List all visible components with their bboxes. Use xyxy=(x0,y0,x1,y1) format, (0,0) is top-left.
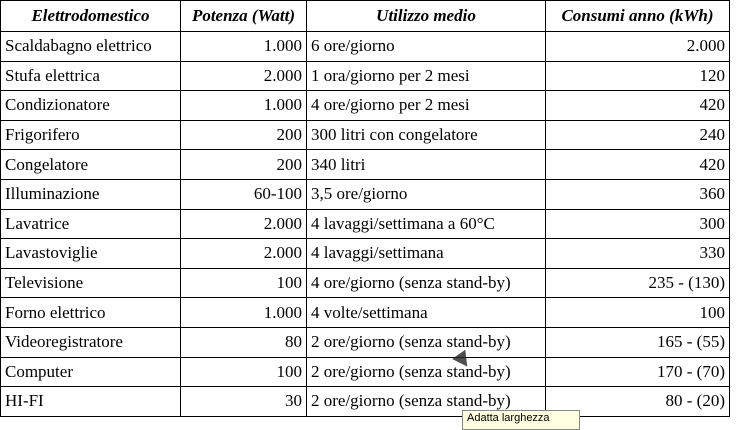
cell-power: 100 xyxy=(181,268,307,298)
header-appliance: Elettrodomestico xyxy=(1,1,181,32)
cell-power: 100 xyxy=(181,357,307,387)
cell-appliance: Forno elettrico xyxy=(1,298,181,328)
cell-usage: 4 volte/settimana xyxy=(307,298,546,328)
cell-appliance: Lavatrice xyxy=(1,209,181,239)
cell-consumption: 360 xyxy=(546,179,730,209)
cell-usage: 340 litri xyxy=(307,150,546,180)
cell-appliance: Frigorifero xyxy=(1,120,181,150)
table-row xyxy=(1,91,730,121)
table-row xyxy=(1,120,730,150)
table-row xyxy=(1,268,730,298)
cell-appliance: Videoregistratore xyxy=(1,327,181,357)
table-row xyxy=(1,239,730,269)
table-row xyxy=(1,327,730,357)
table-row xyxy=(1,298,730,328)
cell-consumption: 165 - (55) xyxy=(546,327,730,357)
cell-power: 200 xyxy=(181,120,307,150)
cell-power: 1.000 xyxy=(181,298,307,328)
cell-appliance: HI-FI xyxy=(1,387,181,417)
cell-appliance: Condizionatore xyxy=(1,91,181,121)
cell-consumption: 100 xyxy=(546,298,730,328)
cell-power: 200 xyxy=(181,150,307,180)
cell-appliance: Stufa elettrica xyxy=(1,61,181,91)
table-row xyxy=(1,32,730,62)
cell-appliance: Computer xyxy=(1,357,181,387)
cell-power: 2.000 xyxy=(181,61,307,91)
cell-usage: 4 ore/giorno per 2 mesi xyxy=(307,91,546,121)
cell-appliance: Scaldabagno elettrico xyxy=(1,32,181,62)
cell-consumption: 420 xyxy=(546,91,730,121)
cell-usage: 4 lavaggi/settimana xyxy=(307,239,546,269)
cell-consumption: 80 - (20) xyxy=(546,387,730,417)
cell-consumption: 2.000 xyxy=(546,32,730,62)
cell-usage: 4 lavaggi/settimana a 60°C xyxy=(307,209,546,239)
cell-consumption: 235 - (130) xyxy=(546,268,730,298)
cell-power: 1.000 xyxy=(181,32,307,62)
cell-power: 2.000 xyxy=(181,209,307,239)
cell-consumption: 420 xyxy=(546,150,730,180)
cell-consumption: 120 xyxy=(546,61,730,91)
cell-appliance: Illuminazione xyxy=(1,179,181,209)
cell-consumption: 240 xyxy=(546,120,730,150)
cell-consumption: 330 xyxy=(546,239,730,269)
header-row xyxy=(1,1,730,32)
cell-appliance: Televisione xyxy=(1,268,181,298)
cell-power: 30 xyxy=(181,387,307,417)
cell-usage: 2 ore/giorno (senza stand-by) xyxy=(307,357,546,387)
cell-usage: 6 ore/giorno xyxy=(307,32,546,62)
cell-usage: 2 ore/giorno (senza stand-by) xyxy=(307,387,546,417)
cell-power: 2.000 xyxy=(181,239,307,269)
cell-usage: 4 ore/giorno (senza stand-by) xyxy=(307,268,546,298)
cell-power: 80 xyxy=(181,327,307,357)
cell-usage: 3,5 ore/giorno xyxy=(307,179,546,209)
cell-usage: 1 ora/giorno per 2 mesi xyxy=(307,61,546,91)
header-power: Potenza (Watt) xyxy=(181,1,307,32)
cell-power: 1.000 xyxy=(181,91,307,121)
header-usage: Utilizzo medio xyxy=(307,1,546,32)
table-row xyxy=(1,357,730,387)
cell-usage: 2 ore/giorno (senza stand-by) xyxy=(307,327,546,357)
table-row xyxy=(1,387,730,417)
table-row xyxy=(1,150,730,180)
table-row xyxy=(1,209,730,239)
cell-consumption: 300 xyxy=(546,209,730,239)
table-row xyxy=(1,179,730,209)
cell-usage: 300 litri con congelatore xyxy=(307,120,546,150)
table-row xyxy=(1,61,730,91)
cell-appliance: Congelatore xyxy=(1,150,181,180)
cell-power: 60-100 xyxy=(181,179,307,209)
tooltip: Adatta larghezza xyxy=(462,410,580,430)
header-consumption: Consumi anno (kWh) xyxy=(546,1,730,32)
cell-consumption: 170 - (70) xyxy=(546,357,730,387)
cell-appliance: Lavastoviglie xyxy=(1,239,181,269)
